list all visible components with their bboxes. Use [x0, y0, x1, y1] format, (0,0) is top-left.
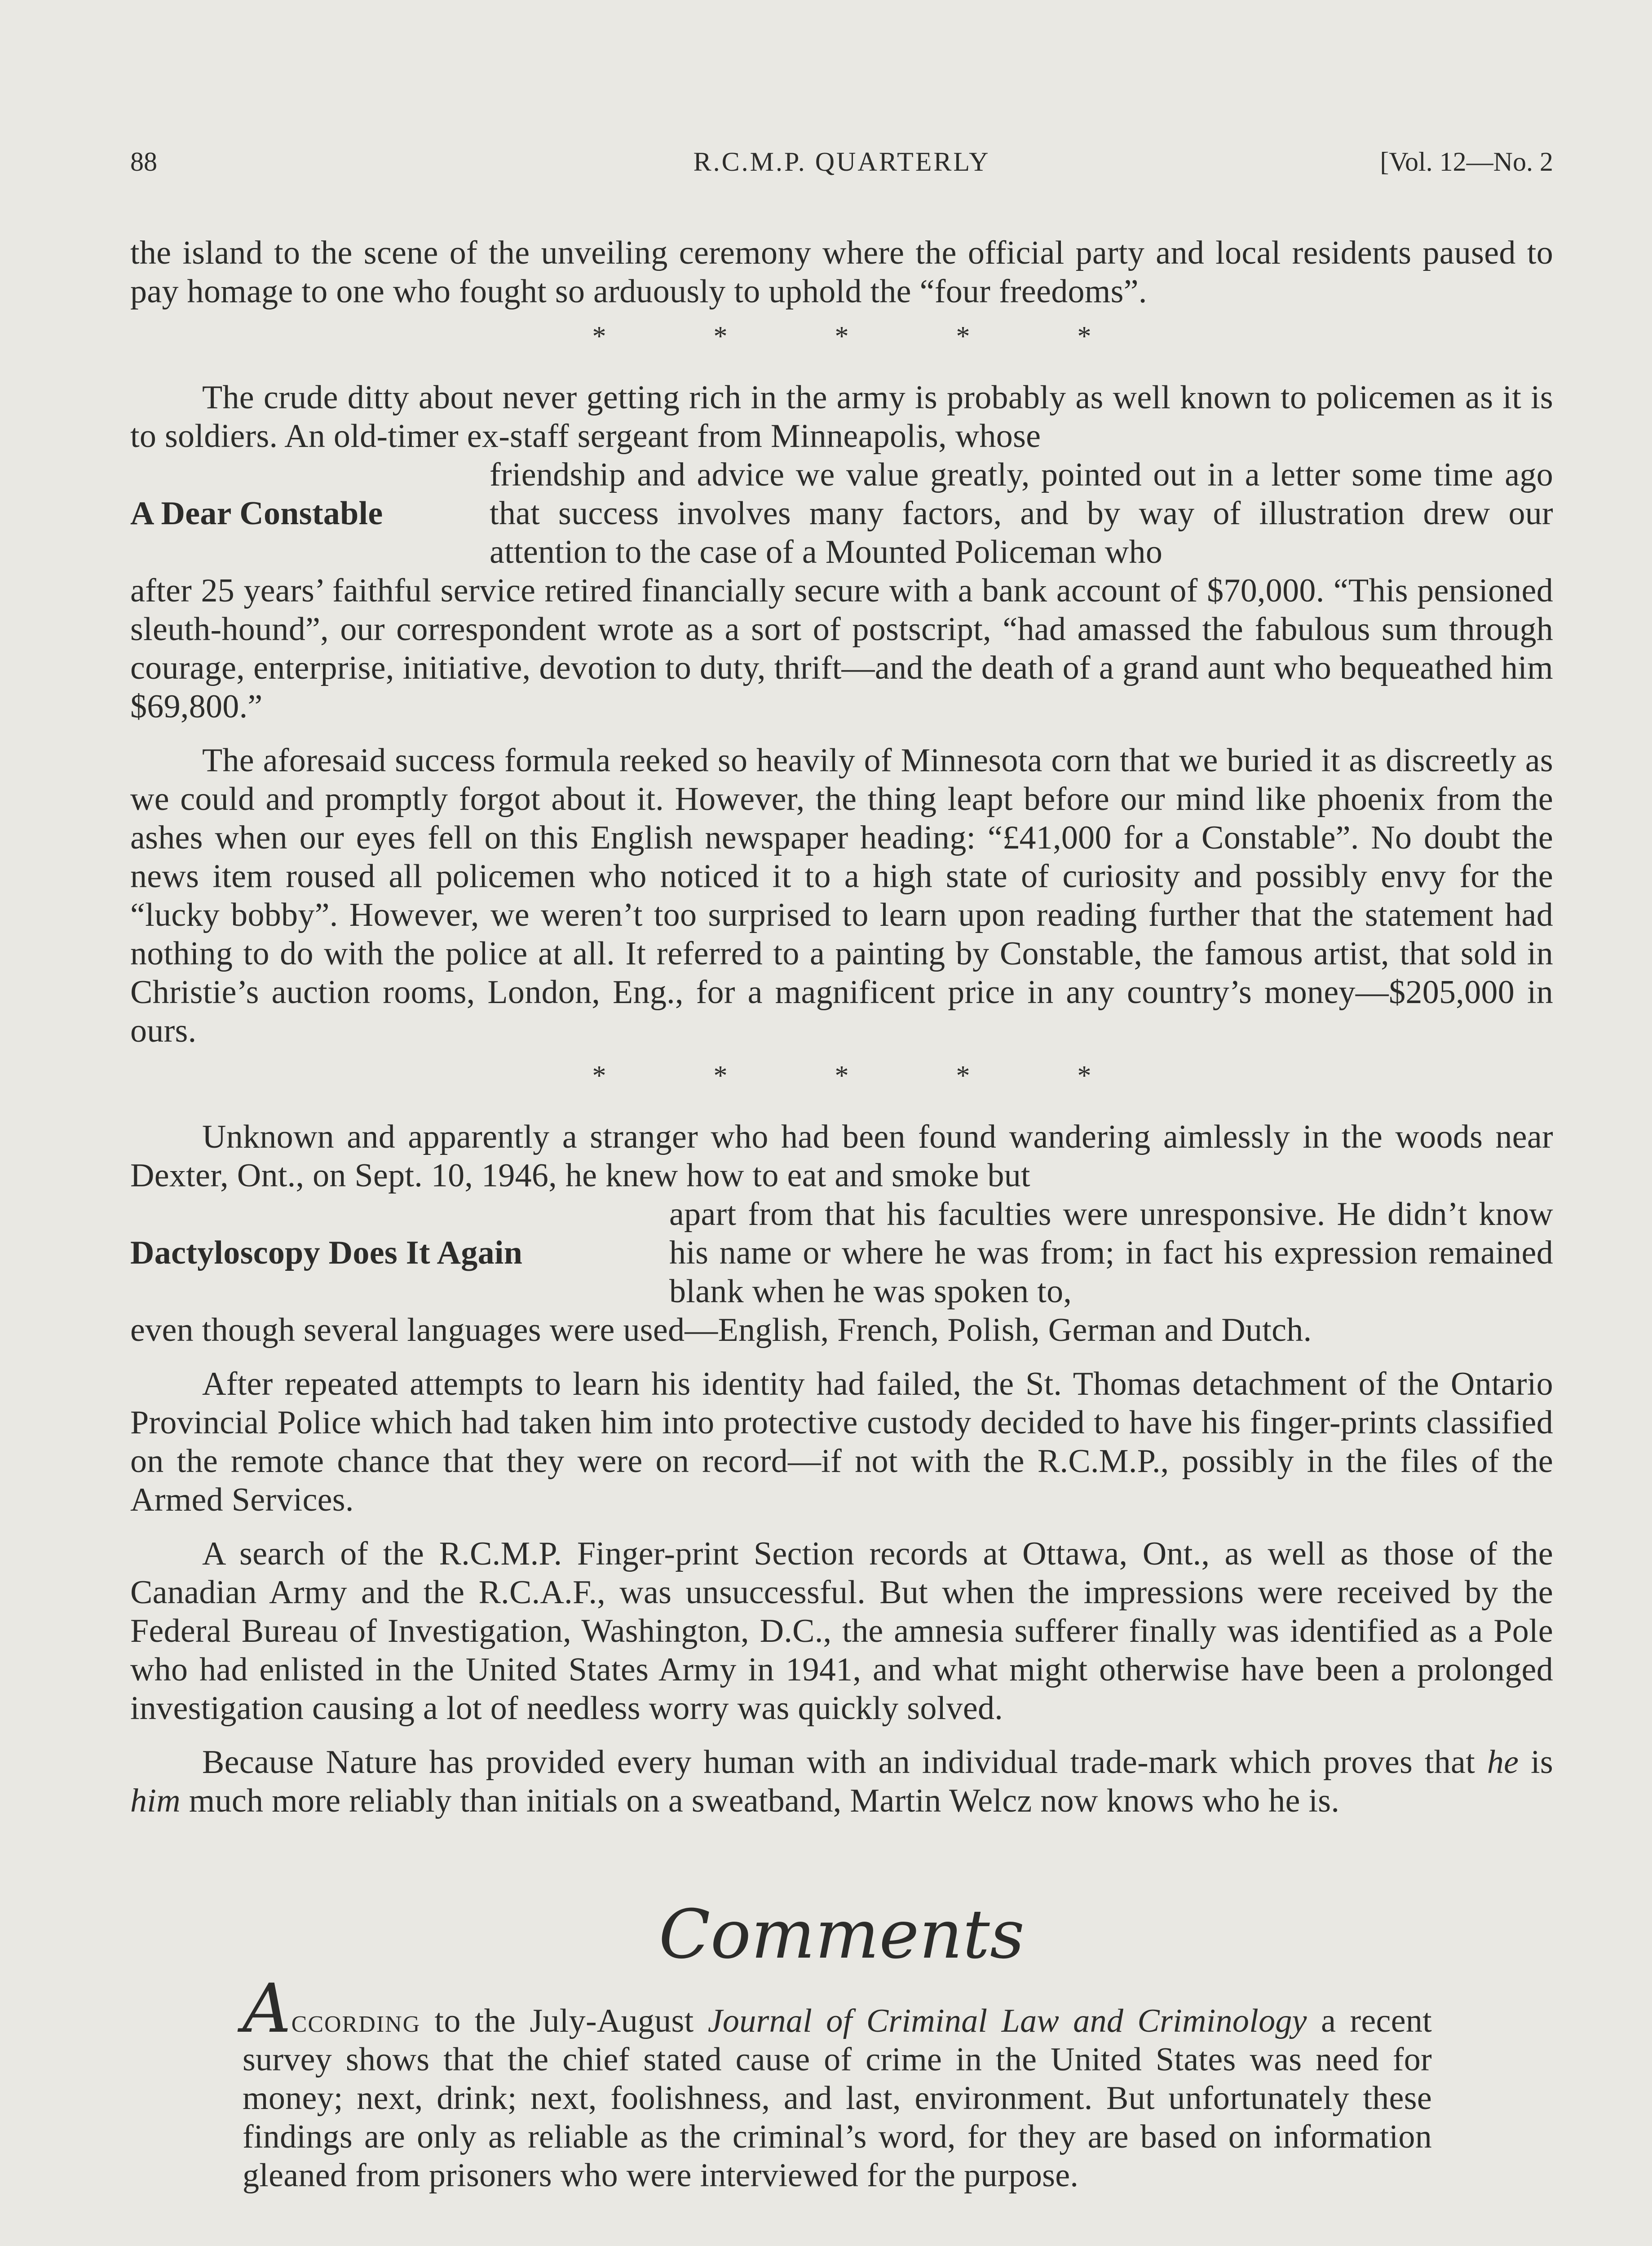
paragraph: [130, 1743, 1553, 1820]
paragraph: The crude ditty about never getting rich in the army is probably as well known to policemen as it is to soldiers. An old-timer ex-staff sergeant from Minneapolis, whose: [130, 379, 1553, 455]
journal-name: Journal of Criminal Law and Criminology: [707, 2003, 1307, 2039]
paragraph: After repeated attempts to learn his identity had failed, the St. Thomas detachment of the Ontario Provincial Police which had taken him into protective custody decided to have his finger-prints classified on the remote chance that they were on record—if not with the R.C.M.P., possibly in the files of the Armed Services.: [130, 1366, 1553, 1518]
star-ornament: *: [956, 321, 970, 352]
side-heading: Dactyloscopy Does It Again: [130, 1234, 523, 1271]
text-run: much more reliably than initials on a sweatband, Martin Welcz now knows who he is.: [180, 1782, 1340, 1819]
paragraph: Unknown and apparently a stranger who had been found wandering aimlessly in the woods near Dexter, Ont., on Sept. 10, 1946, he knew how to eat and smoke but: [130, 1119, 1553, 1194]
star-ornament: *: [835, 321, 849, 352]
text-run: Because Nature has provided every human with an individual trade-mark which proves that: [202, 1744, 1487, 1781]
paragraph: The aforesaid success formula reeked so heavily of Minnesota corn that we buried it as discreetly as we could and promptly forgot about it. However, the thing leapt before our mind like phoenix from the ashes when our eyes fell on this English newspaper heading: “£41,000 for a Constable”. No doubt the news item roused all policemen who noticed it to a high state of curiosity and possibly envy for the “lucky bobby”. However, we weren’t too surprised to learn upon reading further that the statement had nothing to do with the police at all. It referred to a painting by Constable, the famous artist, that sold in Christie’s auction rooms, London, Eng., for a magnificent price in any country’s money—$205,000 in ours.: [130, 742, 1553, 1049]
section-divider: [130, 317, 1553, 356]
star-ornament: *: [1077, 1061, 1091, 1091]
article-body: [130, 234, 1553, 2195]
section-title: Comments: [658, 1896, 1025, 1974]
paragraph: [243, 1970, 1432, 2195]
paragraph: apart from that his faculties were unresponsive. He didn’t know his name or where he was from; in fact his expression remained blank when he was spoken to,: [669, 1196, 1553, 1310]
page-number: 88: [130, 147, 157, 177]
italic-text: him: [130, 1782, 181, 1819]
star-ornament: *: [1077, 321, 1091, 352]
star-ornament: *: [592, 1061, 606, 1091]
side-heading: A Dear Constable: [130, 495, 383, 532]
paragraph: the island to the scene of the unveiling ceremony where the official party and local residents paused to pay homage to one who fought so arduously to uphold the “four freedoms”.: [130, 234, 1553, 310]
small-caps-text: ccording: [291, 2003, 421, 2039]
text-run: a recent survey shows that the chief stated cause of crime in the United States was need for money; next, drink; next, foolishness, and last, environment. But unfortunately these findings are only as reliable as the criminal’s word, for they are based on information gleaned from prisoners who were interviewed for the purpose.: [243, 2003, 1432, 2194]
side-heading-row: [130, 455, 1553, 571]
star-ornament: *: [956, 1061, 970, 1091]
star-ornament: *: [713, 321, 728, 352]
italic-text: he: [1487, 1744, 1519, 1781]
volume-number: [Vol. 12—No. 2: [1380, 147, 1553, 177]
star-ornament: *: [713, 1061, 728, 1091]
running-header: [130, 146, 1553, 187]
journal-title: R.C.M.P. QUARTERLY: [693, 147, 990, 177]
article-dactyloscopy: [130, 1118, 1553, 1820]
star-ornament: *: [835, 1061, 849, 1091]
paragraph: A search of the R.C.M.P. Finger-print Section records at Ottawa, Ont., as well as those of the Canadian Army and the R.C.A.F., was unsuccessful. But when the impressions were received by the Federal Bureau of Investigation, Washington, D.C., the amnesia sufferer finally was identified as a Pole who had enlisted in the United States Army in 1941, and what might otherwise have been a prolonged investigation causing a lot of needless worry was quickly solved.: [130, 1535, 1553, 1727]
section-divider: [130, 1057, 1553, 1095]
drop-cap: A: [243, 1970, 292, 2048]
article-dear-constable: [130, 378, 1553, 1050]
side-heading-row: [130, 1195, 1553, 1311]
text-run: is: [1519, 1744, 1553, 1781]
paragraph: after 25 years’ faithful service retired financially secure with a bank account of $70,000. “This pensioned sleuth-hound”, our correspondent wrote as a sort of postscript, “had amassed the fabulous sum through courage, enterprise, initiative, devotion to duty, thrift—and the death of a grand aunt who bequeathed him $69,800.”: [130, 572, 1553, 725]
star-ornament: *: [592, 321, 606, 352]
paragraph: even though several languages were used—English, French, Polish, German and Dutch.: [130, 1312, 1312, 1348]
text-run: to the July-August: [420, 2003, 708, 2039]
paragraph: friendship and advice we value greatly, pointed out in a letter some time ago that success involves many factors, and by way of illustration drew our attention to the case of a Mounted Policeman who: [490, 456, 1553, 570]
